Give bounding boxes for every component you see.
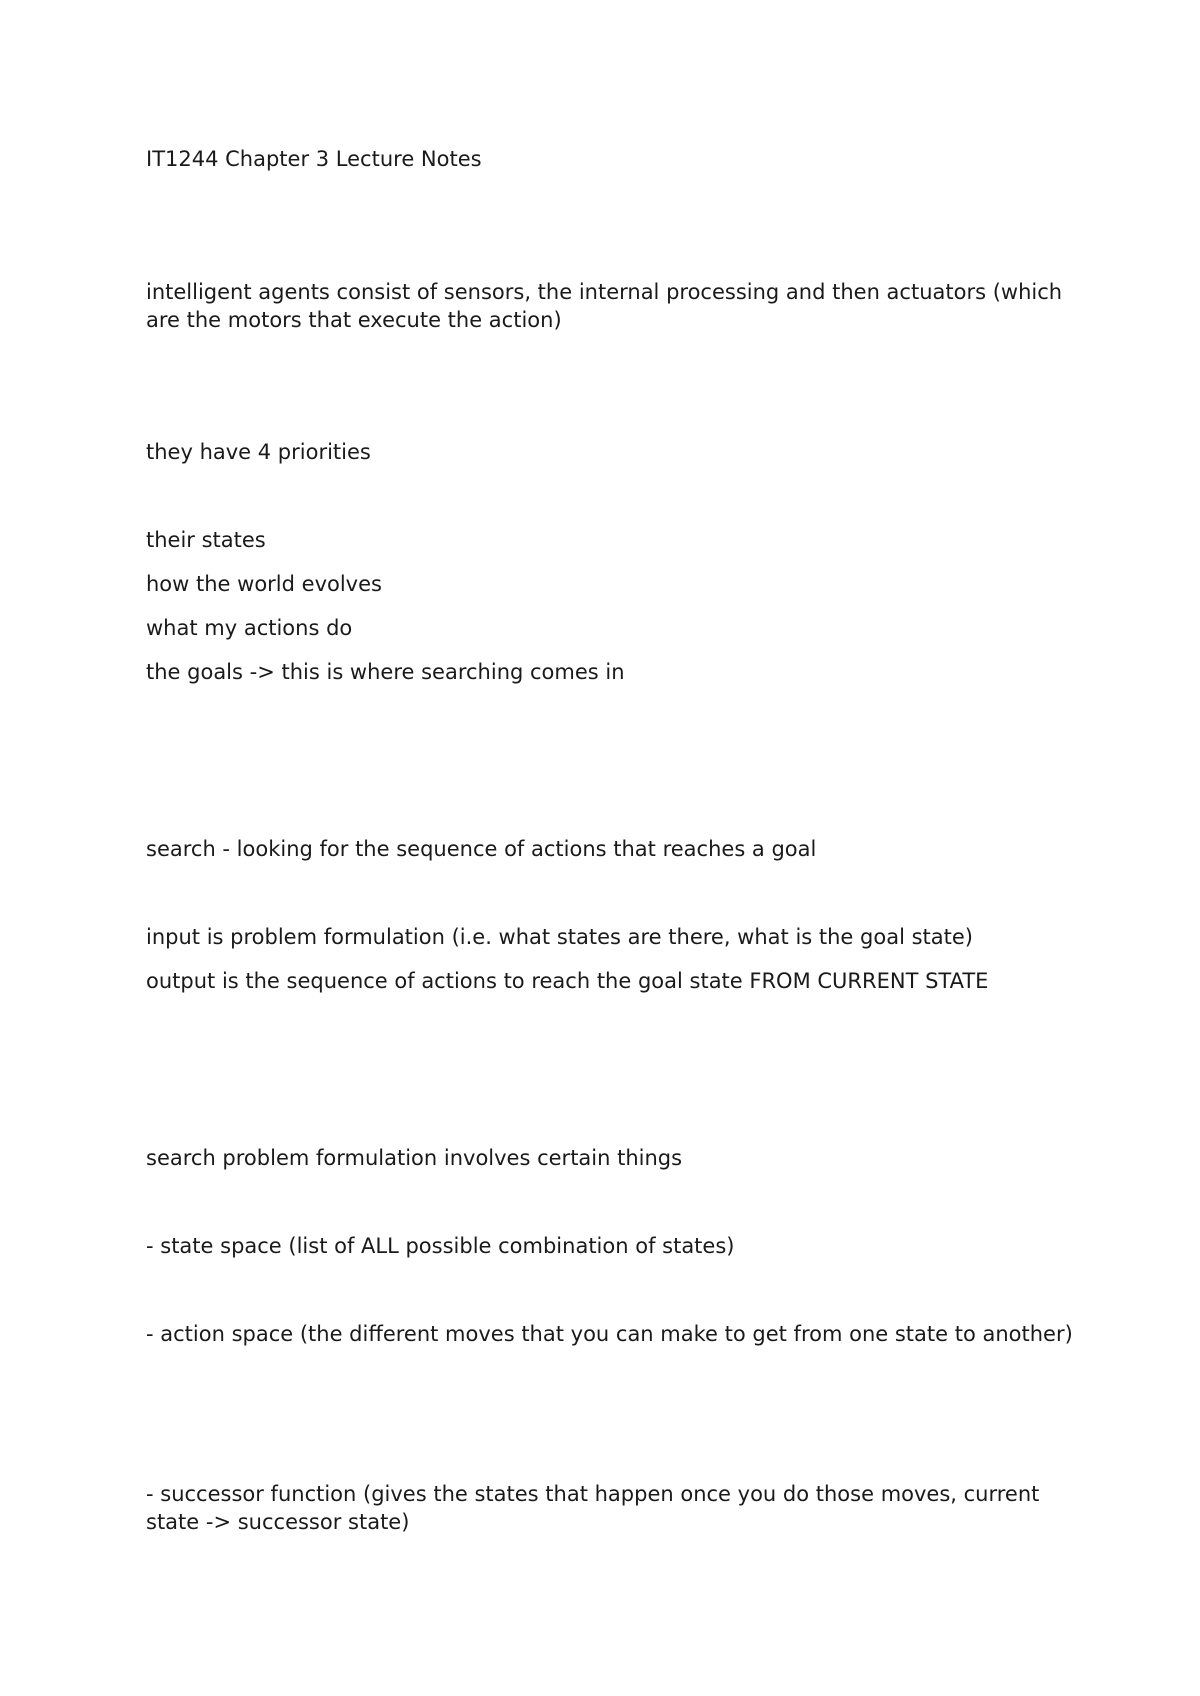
document-title: IT1244 Chapter 3 Lecture Notes <box>146 147 482 171</box>
list-item-state-space: - state space (list of ALL possible combination of states) <box>146 1234 735 1258</box>
list-item-action-space: - action space (the different moves that you can make to get from one state to another) <box>146 1322 1073 1346</box>
list-item-successor-function: - successor function (gives the states that happen once you do those moves, current state -> successor state) <box>146 1482 1040 1534</box>
paragraph-formulation: search problem formulation involves certain things <box>146 1146 683 1170</box>
paragraph-search-input: input is problem formulation (i.e. what states are there, what is the goal state) <box>146 925 973 949</box>
paragraph-search-output: output is the sequence of actions to reach the goal state FROM CURRENT STATE <box>146 969 989 993</box>
paragraph-search-definition: search - looking for the sequence of actions that reaches a goal <box>146 837 817 861</box>
priority-item: how the world evolves <box>146 572 382 596</box>
priority-item: what my actions do <box>146 616 353 640</box>
priority-item: their states <box>146 528 266 552</box>
paragraph-intelligent-agents: intelligent agents consist of sensors, the internal processing and then actuators (which are the motors that execute the action) <box>146 280 1063 332</box>
priority-item: the goals -> this is where searching comes in <box>146 660 625 684</box>
paragraph-priorities: they have 4 priorities <box>146 440 371 464</box>
